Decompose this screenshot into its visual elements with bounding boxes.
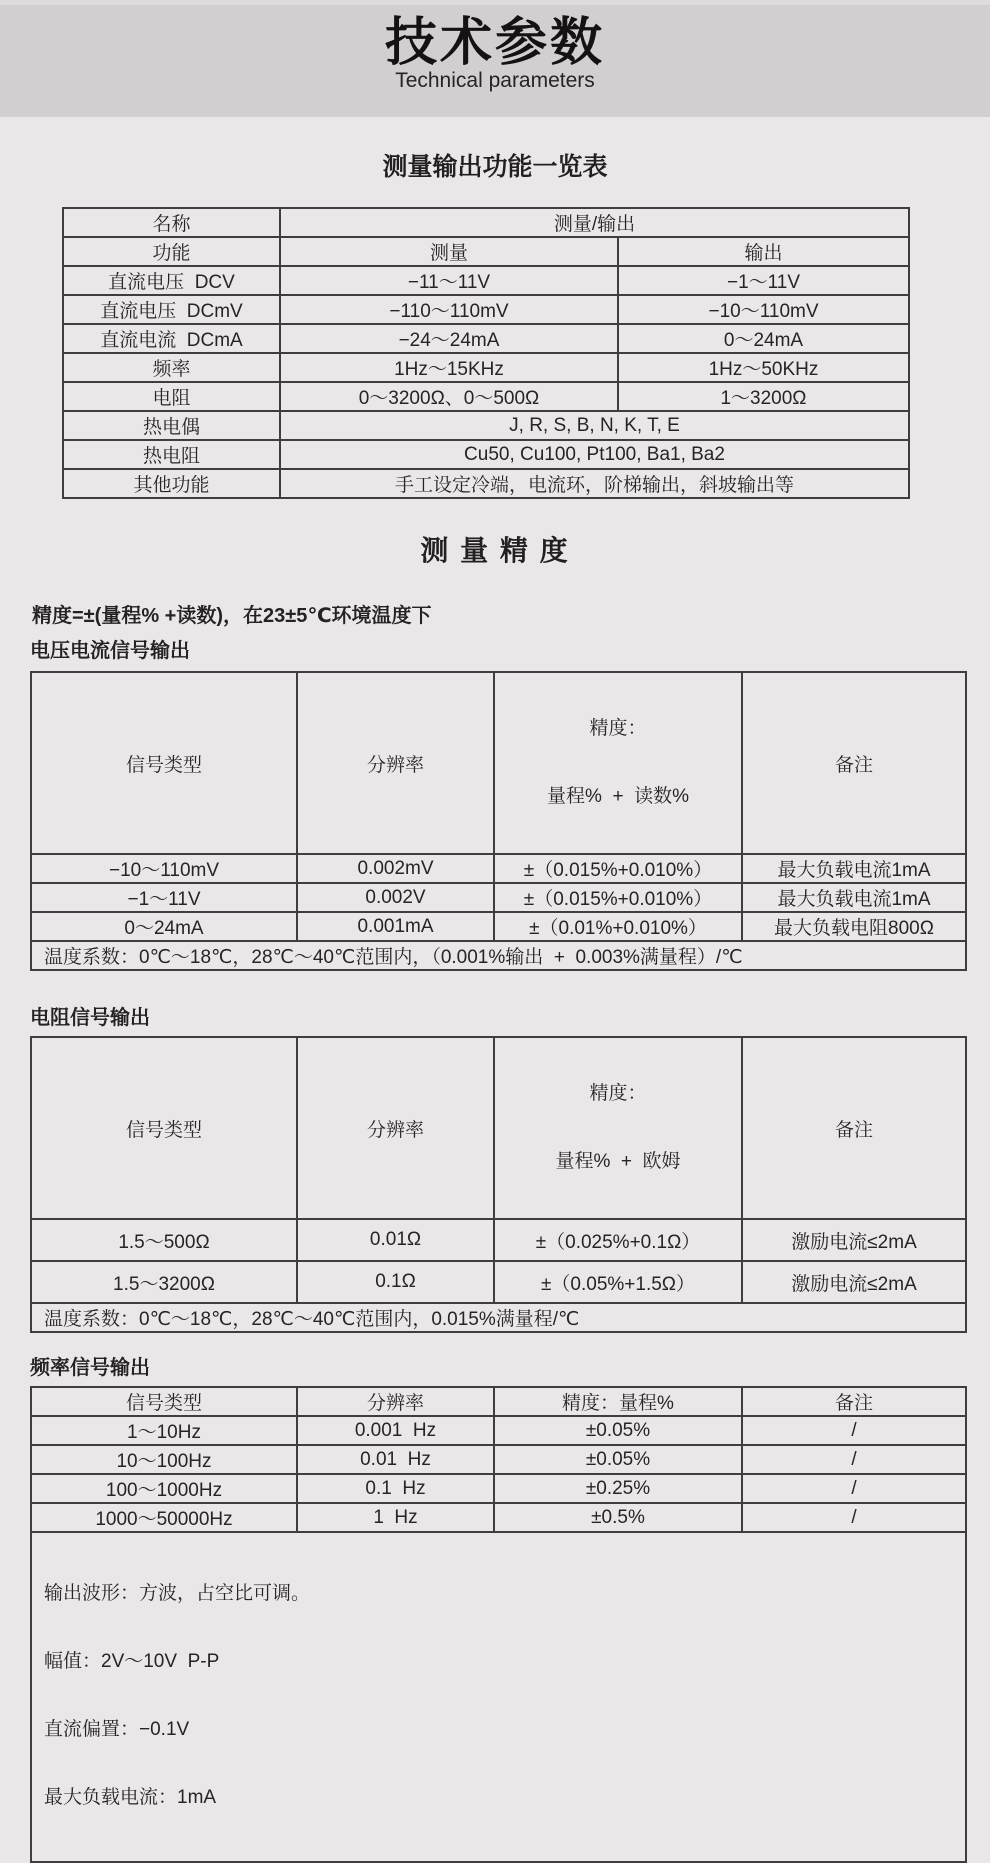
header-signal-type: 信号类型 xyxy=(31,672,297,854)
cell-span: 手工设定冷端，电流环，阶梯输出，斜坡输出等 xyxy=(280,469,909,498)
cell-name: 功能 xyxy=(63,237,280,266)
cell-name: 直流电流 DCmA xyxy=(63,324,280,353)
accuracy-note: 精度=±(量程% +读数)，在23±5℃环境温度下 xyxy=(32,605,432,627)
cell-name: 直流电压 DCV xyxy=(63,266,280,295)
cell-resolution: 0.001 Hz xyxy=(297,1416,494,1445)
cell-resolution: 1 Hz xyxy=(297,1503,494,1532)
table-row xyxy=(31,854,966,883)
output-notes-cell xyxy=(31,1532,966,1862)
cell-output: 输出 xyxy=(618,237,909,266)
cell-measure: −110～110mV xyxy=(280,295,618,324)
cell-signal: 1.5～500Ω xyxy=(31,1219,297,1261)
cell-name: 直流电压 DCmV xyxy=(63,295,280,324)
cell-resolution: 0.001mA xyxy=(297,912,494,941)
table-header-row xyxy=(31,1037,966,1219)
cell-measure: 测量 xyxy=(280,237,618,266)
table-row xyxy=(31,1503,966,1532)
cell-signal: 10～100Hz xyxy=(31,1445,297,1474)
table-footer-row xyxy=(31,1532,966,1862)
overview-table xyxy=(62,207,910,499)
cell-name: 频率 xyxy=(63,353,280,382)
header-accuracy-line1: 精度： xyxy=(589,718,647,739)
table-header-row xyxy=(31,672,966,854)
page-banner xyxy=(0,5,990,117)
overview-section-title: 测量输出功能一览表 xyxy=(382,153,608,181)
cell-measure: 1Hz～15KHz xyxy=(280,353,618,382)
cell-output: 1～3200Ω xyxy=(618,382,909,411)
note-line-amplitude: 幅值：2V～10V P-P xyxy=(44,1651,220,1672)
cell-remark: 激励电流≤2mA xyxy=(742,1219,966,1261)
cell-accuracy: ±（0.01%+0.010%） xyxy=(494,912,742,941)
table-row xyxy=(31,1445,966,1474)
header-accuracy-line2: 量程% + 读数% xyxy=(547,786,689,807)
cell-output: −1～11V xyxy=(618,266,909,295)
table-row xyxy=(63,324,909,353)
cell-signal: 1.5～3200Ω xyxy=(31,1261,297,1303)
cell-remark: / xyxy=(742,1416,966,1445)
voltage-current-table xyxy=(30,671,967,971)
table-header-row xyxy=(31,1387,966,1416)
cell-resolution: 0.002mV xyxy=(297,854,494,883)
frequency-table xyxy=(30,1386,967,1863)
cell-measure: −11～11V xyxy=(280,266,618,295)
table-row xyxy=(63,440,909,469)
table-row xyxy=(31,1416,966,1445)
header-accuracy-line1: 精度： xyxy=(589,1083,647,1104)
note-line-dc-offset: 直流偏置：−0.1V xyxy=(44,1719,190,1740)
resistance-label: 电阻信号输出 xyxy=(30,1007,150,1029)
header-resolution: 分辨率 xyxy=(297,672,494,854)
cell-name: 电阻 xyxy=(63,382,280,411)
cell-output: 0～24mA xyxy=(618,324,909,353)
cell-remark: 最大负载电流1mA xyxy=(742,883,966,912)
table-row xyxy=(31,1219,966,1261)
table-row xyxy=(31,883,966,912)
header-remark: 备注 xyxy=(742,672,966,854)
header-signal-type: 信号类型 xyxy=(31,1037,297,1219)
cell-measure: −24～24mA xyxy=(280,324,618,353)
page-title: 技术参数 xyxy=(384,14,605,72)
cell-remark: / xyxy=(742,1503,966,1532)
cell-accuracy: ±（0.015%+0.010%） xyxy=(494,854,742,883)
table-row xyxy=(63,208,909,237)
table-row xyxy=(31,1261,966,1303)
header-remark: 备注 xyxy=(742,1387,966,1416)
cell-resolution: 0.1Ω xyxy=(297,1261,494,1303)
cell-output: −10～110mV xyxy=(618,295,909,324)
table-row xyxy=(31,1474,966,1503)
cell-accuracy: ±0.05% xyxy=(494,1445,742,1474)
header-resolution: 分辨率 xyxy=(297,1387,494,1416)
cell-span: J, R, S, B, N, K, T, E xyxy=(280,411,909,440)
cell-signal: 100～1000Hz xyxy=(31,1474,297,1503)
cell-accuracy: ±（0.015%+0.010%） xyxy=(494,883,742,912)
cell-remark: 激励电流≤2mA xyxy=(742,1261,966,1303)
table-row xyxy=(63,295,909,324)
cell-measure: 0～3200Ω、0～500Ω xyxy=(280,382,618,411)
cell-output: 1Hz～50KHz xyxy=(618,353,909,382)
cell-resolution: 0.01Ω xyxy=(297,1219,494,1261)
header-resolution: 分辨率 xyxy=(297,1037,494,1219)
cell-name: 热电阻 xyxy=(63,440,280,469)
cell-accuracy: ±（0.05%+1.5Ω） xyxy=(494,1261,742,1303)
cell-span: Cu50, Cu100, Pt100, Ba1, Ba2 xyxy=(280,440,909,469)
header-accuracy-line2: 量程% + 欧姆 xyxy=(555,1151,681,1172)
table-row xyxy=(31,912,966,941)
table-row xyxy=(63,353,909,382)
page-subtitle: Technical parameters xyxy=(395,69,595,93)
header-accuracy xyxy=(494,672,742,854)
cell-accuracy: ±0.5% xyxy=(494,1503,742,1532)
cell-remark: 最大负载电流1mA xyxy=(742,854,966,883)
cell-resolution: 0.01 Hz xyxy=(297,1445,494,1474)
cell-signal: 0～24mA xyxy=(31,912,297,941)
accuracy-section-title: 测 量 精 度 xyxy=(420,535,570,566)
cell-signal: 1000～50000Hz xyxy=(31,1503,297,1532)
table-row xyxy=(63,237,909,266)
resistance-table xyxy=(30,1036,967,1333)
cell-accuracy: ±（0.025%+0.1Ω） xyxy=(494,1219,742,1261)
header-remark: 备注 xyxy=(742,1037,966,1219)
cell-resolution: 0.1 Hz xyxy=(297,1474,494,1503)
table-footer-row xyxy=(31,1303,966,1332)
cell-span: 测量/输出 xyxy=(280,208,909,237)
cell-accuracy: ±0.05% xyxy=(494,1416,742,1445)
voltage-current-label: 电压电流信号输出 xyxy=(30,640,190,662)
cell-signal: 1～10Hz xyxy=(31,1416,297,1445)
cell-name: 名称 xyxy=(63,208,280,237)
table-row xyxy=(63,411,909,440)
cell-remark: 最大负载电阻800Ω xyxy=(742,912,966,941)
table-row xyxy=(63,469,909,498)
table-footer-row xyxy=(31,941,966,970)
temperature-coefficient-note: 温度系数：0℃～18℃，28℃～40℃范围内，0.015%满量程/℃ xyxy=(31,1303,966,1332)
note-line-waveform: 输出波形：方波，占空比可调。 xyxy=(44,1583,311,1604)
header-signal-type: 信号类型 xyxy=(31,1387,297,1416)
cell-signal: −10～110mV xyxy=(31,854,297,883)
cell-accuracy: ±0.25% xyxy=(494,1474,742,1503)
header-accuracy: 精度：量程% xyxy=(494,1387,742,1416)
note-line-max-load-current: 最大负载电流：1mA xyxy=(44,1787,217,1808)
cell-resolution: 0.002V xyxy=(297,883,494,912)
cell-name: 热电偶 xyxy=(63,411,280,440)
cell-name: 其他功能 xyxy=(63,469,280,498)
cell-remark: / xyxy=(742,1445,966,1474)
cell-signal: −1～11V xyxy=(31,883,297,912)
cell-remark: / xyxy=(742,1474,966,1503)
table-row xyxy=(63,266,909,295)
table-row xyxy=(63,382,909,411)
temperature-coefficient-note: 温度系数：0℃～18℃，28℃～40℃范围内，（0.001%输出 + 0.003%满量程）/℃ xyxy=(31,941,966,970)
header-accuracy xyxy=(494,1037,742,1219)
frequency-label: 频率信号输出 xyxy=(30,1357,150,1379)
